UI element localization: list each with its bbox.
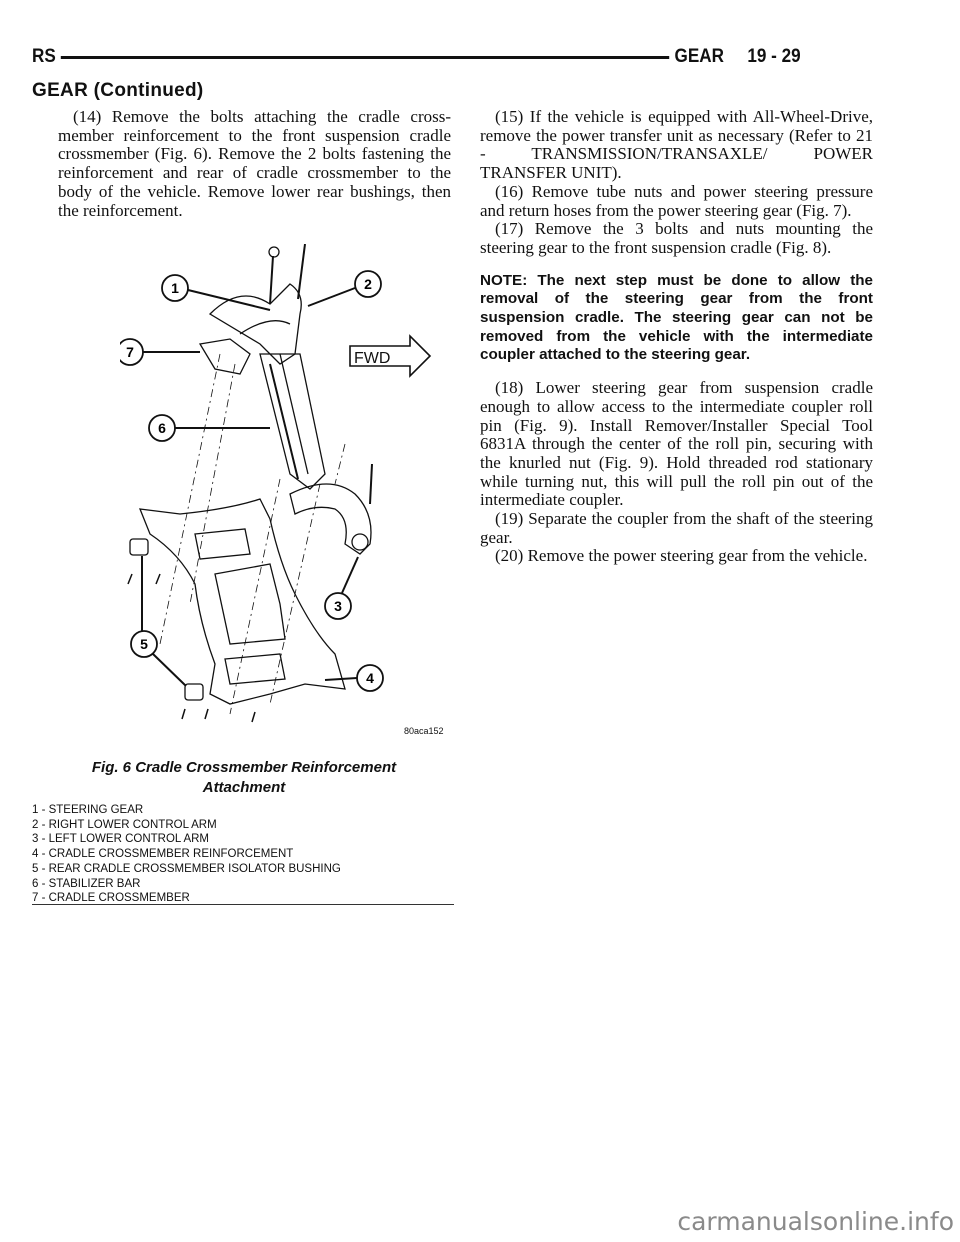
fwd-arrow-icon bbox=[350, 336, 430, 376]
step-20: (20) Remove the power steering gear from the vehicle. bbox=[495, 546, 868, 566]
callout-6 bbox=[149, 415, 270, 441]
step-17: (17) Remove the 3 bolts and nuts mounting the steering gear to the front suspension cradle (Fig. 8). bbox=[480, 219, 873, 257]
section-name: GEAR bbox=[674, 46, 724, 67]
figure-6-illustration bbox=[120, 244, 450, 744]
legend-item: 1 - STEERING GEAR bbox=[32, 804, 144, 816]
page-header bbox=[32, 44, 801, 70]
svg-text:4: 4 bbox=[366, 670, 374, 686]
step-18: (18) Lower steering gear from suspension cradle enough to allow access to the intermediate coupler roll pin (Fig. 9). Install Remover/Installer Special Tool 6831A through the center of the roll pin, securing with the knurled nut (Fig. 9). Hold threaded rod stationary while turning nut, this will pull the roll pin out of the intermediate coupler. bbox=[480, 378, 873, 510]
legend-item: 4 - CRADLE CROSSMEMBER REINFORCEMENT bbox=[32, 848, 294, 861]
legend-item: 5 - REAR CRADLE CROSSMEMBER ISOLATOR BUSHING bbox=[32, 862, 341, 875]
legend-item: 3 - LEFT LOWER CONTROL ARM bbox=[32, 833, 209, 846]
callout-7 bbox=[120, 339, 200, 365]
svg-text:7: 7 bbox=[126, 344, 134, 360]
svg-text:2: 2 bbox=[364, 276, 372, 292]
svg-text:5: 5 bbox=[140, 636, 148, 652]
model-code: RS bbox=[32, 46, 56, 67]
page-number: 19 - 29 bbox=[747, 46, 801, 67]
right-column bbox=[480, 108, 873, 566]
header-rule bbox=[61, 56, 669, 59]
callout-2 bbox=[308, 271, 381, 306]
legend-item: 6 - STABILIZER BAR bbox=[32, 877, 141, 890]
callout-3 bbox=[325, 557, 358, 619]
step-19: (19) Separate the coupler from the shaft of the steering gear. bbox=[480, 509, 873, 547]
step-15: (15) If the vehicle is equipped with All-Wheel-Drive, remove the power transfer unit as necessary (Refer to 21 - TRANSMISSION/TRANSAXLE/ POWER TRANSFER UNIT). bbox=[480, 107, 873, 183]
step-16: (16) Remove tube nuts and power steering pressure and return hoses from the power steering gear (Fig. 7). bbox=[480, 181, 873, 220]
callout-1 bbox=[162, 275, 270, 310]
figure-caption bbox=[30, 758, 458, 798]
caption-line-1: Fig. 6 Cradle Crossmember Reinforcement bbox=[91, 759, 397, 776]
callout-5 bbox=[131, 556, 186, 686]
note-block: NOTE: The next step must be done to allow the removal of the steering gear from the front suspension cradle. The steering gear can not be removed from the vehicle with the intermediate coupler attached to the steering gear. bbox=[480, 271, 873, 364]
svg-text:1: 1 bbox=[171, 280, 179, 296]
svg-text:6: 6 bbox=[158, 420, 166, 436]
step-14: (14) Remove the bolts attaching the cradle cross-member reinforcement to the front suspension cradle crossmember (Fig. 6). Remove the 2 bolts fastening the reinforcement and rear of cradle crossmember to the body of the vehicle. Remove lower rear bushings, then the reinforcement. bbox=[58, 107, 451, 220]
svg-text:3: 3 bbox=[334, 598, 342, 614]
caption-line-2: Attachment bbox=[202, 779, 286, 796]
legend-divider bbox=[32, 904, 454, 905]
section-title: GEAR (Continued) bbox=[32, 80, 204, 101]
svg-text:FWD: FWD bbox=[354, 350, 391, 367]
cradle-crossmember-diagram bbox=[120, 244, 450, 744]
watermark-link[interactable]: carmanualsonline.info bbox=[677, 1207, 954, 1236]
left-column bbox=[58, 108, 451, 220]
figure-id: 80aca152 bbox=[404, 726, 444, 736]
figure-legend bbox=[32, 803, 454, 906]
legend-item: 2 - RIGHT LOWER CONTROL ARM bbox=[32, 818, 217, 831]
legend-item: 7 - CRADLE CROSSMEMBER bbox=[32, 892, 190, 905]
